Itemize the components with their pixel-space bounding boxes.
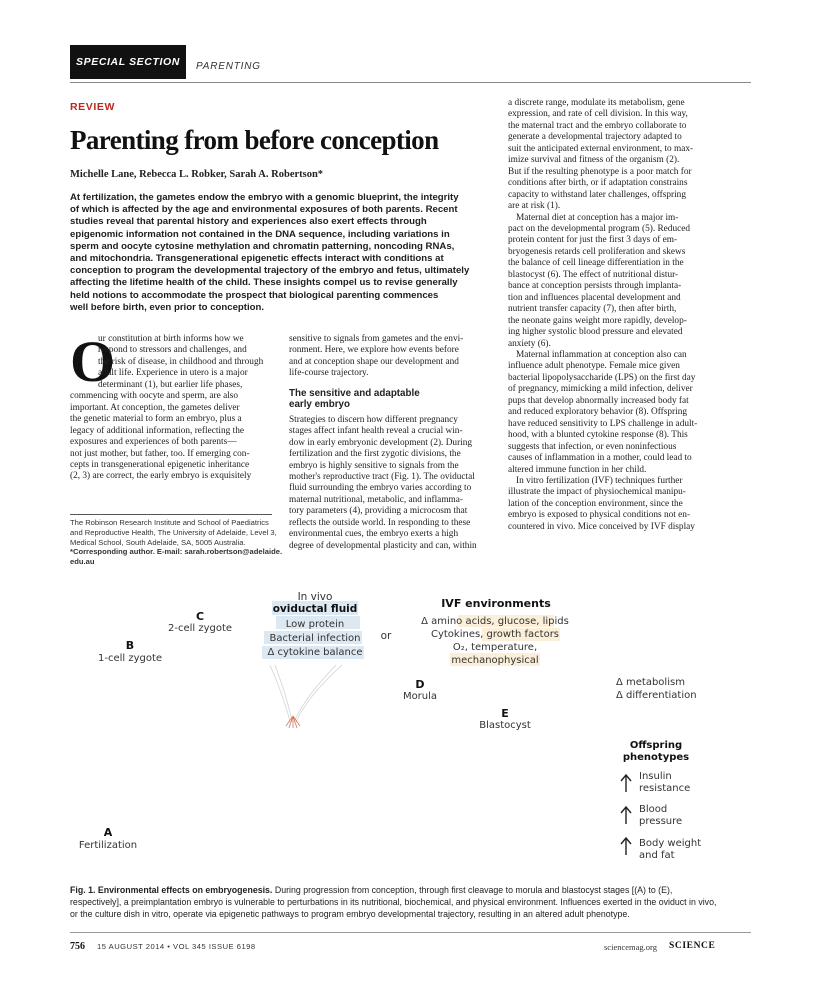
- body-line: countered in vivo. Mice conceived by IVF display: [508, 521, 695, 532]
- phenotype-blood-line2: pressure: [639, 816, 683, 827]
- abstract-line: At fertilization, the gametes endow the embryo with a genomic blueprint, the integrity: [70, 192, 459, 203]
- body-line: the genetic material to form an embryo, plus a: [70, 414, 242, 425]
- body-line: influence adult phenotype. Female mice given: [508, 361, 680, 372]
- body-line: illustrate the impact of physiochemical manipu-: [508, 487, 686, 498]
- caption-label: Fig. 1. Environmental effects on embryogenesis.: [70, 885, 273, 895]
- body-line: the balance of cell lineage differentiation in the: [508, 258, 684, 269]
- abstract-line: and mitochondria. Transgenerational epigenetic effects interact with conditions at: [70, 253, 444, 265]
- body-line: capacity to withstand later challenges, offspring: [508, 189, 686, 200]
- affiliation-line: and Reproductive Health, The University of Adelaide, Level 3,: [70, 527, 277, 537]
- effect-metabolism: Δ metabolism: [616, 677, 685, 688]
- body-line: pups that develop abnormally increased body fat: [508, 395, 689, 406]
- body-line: not just mother, but father, too. If emerging con-: [70, 448, 250, 459]
- body-line: causes of inflammation in a mother, could lead to: [508, 453, 692, 464]
- up-arrow-icon: [621, 807, 631, 824]
- phenotype-blood-line1: Blood: [639, 804, 668, 815]
- body-line: maternal nutritional, metabolic, and inflamma-: [289, 494, 463, 505]
- section-label: SPECIAL SECTION: [76, 56, 180, 68]
- article-type-label: REVIEW: [70, 101, 116, 113]
- body-line: adult life. Experience in utero is a major: [98, 368, 248, 379]
- abstract-line: epigenomic information not contained in the DNA sequence, including variations in: [70, 228, 450, 240]
- body-line: lation of the conception environment, since the: [508, 498, 683, 509]
- abstract-line: studies reveal that parental history and experiences also exert effects through: [70, 216, 427, 228]
- body-line: are at risk (1).: [508, 201, 561, 212]
- body-line: imize survival and fitness of the organism (2).: [508, 155, 680, 166]
- body-line: bacterial lipopolysaccharide (LPS) on the first day: [508, 372, 696, 383]
- in-vivo-label: In vivo: [297, 591, 333, 603]
- section-subhead: early embryo: [289, 399, 350, 411]
- stage-c-letter: C: [195, 610, 205, 623]
- section-subhead: The sensitive and adaptable: [289, 387, 420, 399]
- caption-line-3: or the culture dish in vitro, operate via epigenetic pathways to program embryo developmental trajectory, resulting in an altered adult phenotype.: [70, 909, 630, 919]
- stage-b-letter: B: [125, 639, 135, 652]
- body-line: suggests that infection, or even noninfectious: [508, 441, 677, 452]
- body-line: fluid surrounding the embryo varies according to: [289, 483, 472, 494]
- body-column-2: [289, 334, 491, 552]
- body-line: anxiety (6).: [508, 338, 551, 349]
- body-line: sensitive to signals from gametes and the envi-: [289, 334, 464, 344]
- offspring-title-line1: Offspring: [629, 740, 683, 751]
- abstract: [70, 192, 490, 314]
- abstract-line: affecting the lifetime health of the child. These insights compel us to revise generally: [70, 277, 458, 289]
- phenotype-insulin-line1: Insulin: [639, 771, 672, 782]
- body-line: of pregnancy, mimicking a mild infection, deliver: [508, 384, 693, 395]
- phenotype-weight-line2: and fat: [639, 850, 675, 861]
- journal-name: SCIENCE: [669, 941, 716, 951]
- up-arrow-icon: [621, 838, 631, 855]
- in-vivo-item-low-protein: Low protein: [285, 619, 345, 630]
- body-line: tion and influences placental development and: [508, 292, 681, 303]
- body-line: the neonate gains weight more rapidly, develop-: [508, 315, 687, 326]
- stage-d-label: Morula: [402, 691, 438, 702]
- effect-differentiation: Δ differentiation: [616, 690, 697, 701]
- body-line: Maternal inflammation at conception also can: [516, 349, 687, 360]
- stage-e-letter: E: [501, 707, 509, 720]
- drop-cap: O: [70, 329, 116, 394]
- body-line: respond to stressors and challenges, and: [98, 345, 247, 356]
- ivf-item-amino-acids: Δ amino acids, glucose, lipids: [421, 616, 569, 627]
- in-vivo-item-bacterial-infection: Bacterial infection: [269, 633, 361, 644]
- body-line: mother's reproductive tract (Fig. 1). The oviductal: [289, 471, 475, 482]
- abstract-line: well before birth, even prior to conception.: [70, 301, 265, 313]
- body-line: In vitro fertilization (IVF) techniques further: [516, 475, 683, 486]
- affiliation-line: *Corresponding author. E-mail: sarah.robertson@adelaide.: [70, 547, 283, 557]
- body-line: life-course trajectory.: [289, 368, 369, 379]
- body-line: and reduced exploratory behavior (8). Offspring: [508, 407, 687, 418]
- phenotype-body-weight: [621, 838, 701, 861]
- caption-line-2: respectively], a preimplantation embryo is vulnerable to perturbations in its nutritional, biochemical, and physical environment. Influences exerted in the oviduct in vivo,: [70, 897, 717, 907]
- body-line: the maternal tract and the embryo collaborate to: [508, 120, 687, 131]
- phenotype-blood-pressure: [621, 804, 682, 827]
- body-line: stages affect infant health reveal a crucial win-: [289, 426, 463, 437]
- affiliation-line: The Robinson Research Institute and School of Paediatrics: [70, 518, 269, 527]
- in-vivo-item-cytokine-balance: Δ cytokine balance: [267, 647, 363, 658]
- phenotype-insulin: [621, 771, 690, 794]
- body-line: determinant (1), but earlier life phases,: [98, 379, 243, 390]
- caption-line-1: During progression from conception, through first cleavage to morula and blastocyst stages [(A) to (E),: [272, 885, 673, 895]
- stage-a-letter: A: [103, 826, 113, 839]
- page-number: 756: [70, 941, 85, 952]
- body-column-3: [508, 98, 710, 533]
- phenotype-weight-line1: Body weight: [639, 838, 702, 849]
- body-line: commencing with oocyte and sperm, are also: [70, 391, 239, 402]
- body-line: conditions after birth, or if adaptation constrains: [508, 178, 688, 189]
- body-line: reflects the outside world. In responding to these: [289, 517, 471, 528]
- body-column-1: [70, 329, 272, 483]
- or-label: or: [380, 630, 392, 642]
- issue-date: 15 AUGUST 2014 • VOL 345 ISSUE 6198: [97, 942, 256, 951]
- body-line: fertilization and the first zygotic divisions, the: [289, 449, 461, 460]
- body-line: the risk of disease, in childhood and through: [98, 356, 264, 367]
- stage-b-label: 1-cell zygote: [97, 653, 163, 664]
- body-line: exposures and experiences of both parents—: [70, 437, 237, 448]
- ivf-item-cytokines: Cytokines, growth factors: [430, 629, 560, 640]
- body-line: suit the anticipated external environment, to max-: [508, 143, 694, 154]
- affiliation-line: edu.au: [70, 557, 95, 567]
- ivf-item-oxygen-temperature: O₂, temperature,: [452, 642, 538, 653]
- stage-c-label: 2-cell zygote: [167, 623, 233, 634]
- body-line: important. At conception, the gametes deliver: [70, 402, 240, 413]
- header-rule: [70, 82, 751, 83]
- body-line: cepts in transgenerational epigenetic inheritance: [70, 459, 250, 470]
- body-line: ing higher systolic blood pressure and elevated: [508, 327, 683, 338]
- body-line: pact on the developmental program (5). Reduced: [508, 223, 690, 234]
- stage-a-label: Fertilization: [78, 840, 138, 851]
- body-line: hood, with a blunted cytokine response (8). This: [508, 430, 688, 441]
- figure-1-diagram: [0, 570, 820, 880]
- phenotype-insulin-line2: resistance: [639, 783, 691, 794]
- body-line: tory parameters (4), providing a microcosm that: [289, 506, 468, 517]
- up-arrow-icon: [621, 775, 631, 792]
- body-line: nutrient transfer capacity (7), then after birth,: [508, 304, 677, 315]
- body-line: a discrete range, modulate its metabolism, gene: [508, 98, 685, 108]
- affiliation-line: Medical School, South Adelaide, SA, 5005 Australia.: [70, 537, 246, 547]
- abstract-line: conception to program the developmental trajectory of the embryo and fetus, ultimately: [70, 265, 470, 277]
- offspring-title-line2: phenotypes: [622, 752, 690, 763]
- body-line: ur constitution at birth informs how we: [98, 334, 244, 344]
- section-topic: PARENTING: [196, 61, 261, 72]
- body-line: have reduced sensitivity to LPS challenge in adult-: [508, 418, 698, 429]
- body-line: bance at conception persists through implanta-: [508, 281, 682, 292]
- body-line: bryogenesis retards cell proliferation and skews: [508, 246, 686, 257]
- author-list: Michelle Lane, Rebecca L. Robker, Sarah A. Robertson*: [70, 169, 324, 180]
- body-line: But if the resulting phenotype is a poor match for: [508, 166, 692, 177]
- stage-e-label: Blastocyst: [479, 720, 531, 731]
- footer-rule: [70, 932, 751, 933]
- oviductal-fluid-title: oviductal fluid: [272, 603, 358, 615]
- body-line: ronment. Here, we explore how events before: [289, 345, 459, 356]
- article-title: Parenting from before conception: [70, 125, 439, 155]
- abstract-line: sperm and oocyte cytosine methylation and chromatin patterning, noncoding RNAs,: [70, 240, 455, 252]
- website-link[interactable]: sciencemag.org: [604, 942, 657, 952]
- body-line: embryo is highly sensitive to signals from the: [289, 460, 459, 471]
- body-line: dow in early embryonic development (2). During: [289, 437, 473, 448]
- ivf-title: IVF environments: [441, 597, 551, 610]
- body-line: Maternal diet at conception has a major im-: [516, 212, 679, 223]
- abstract-line: held notions to accommodate the prospect that biological parenting commences: [70, 289, 439, 301]
- body-line: expression, and rate of cell division. In this way,: [508, 109, 688, 120]
- affiliation-rule: [70, 514, 272, 515]
- body-line: protein content for just the first 3 days of em-: [508, 235, 678, 246]
- body-line: Strategies to discern how different pregnancy: [289, 414, 458, 425]
- ivf-item-mechanophysical: mechanophysical: [451, 655, 539, 666]
- body-line: embryo is exposed to physical conditions not en-: [508, 510, 691, 521]
- body-line: altered immune function in her child.: [508, 464, 647, 475]
- oviduct-streams: [270, 665, 342, 722]
- body-line: generate a developmental trajectory adapted to: [508, 132, 682, 143]
- stage-d-letter: D: [415, 678, 425, 691]
- body-line: (2, 3) are correct, the early embryo is exquisitely: [70, 471, 252, 482]
- body-line: legacy of additional information, reflecting the: [70, 425, 244, 436]
- body-line: environmental cues, the embryo exerts a high: [289, 529, 459, 540]
- body-line: degree of developmental plasticity and can, within: [289, 540, 477, 551]
- body-line: blastocyst (6). The effect of nutritional distur-: [508, 269, 679, 280]
- figure-caption: [70, 884, 760, 920]
- section-badge: [70, 45, 186, 79]
- spacer: [289, 380, 491, 388]
- body-line: and at conception shape our development and: [289, 356, 459, 367]
- abstract-line: of which is affected by the age and environmental exposures of both parents. Recent: [70, 204, 458, 216]
- affiliation-note: [70, 518, 283, 567]
